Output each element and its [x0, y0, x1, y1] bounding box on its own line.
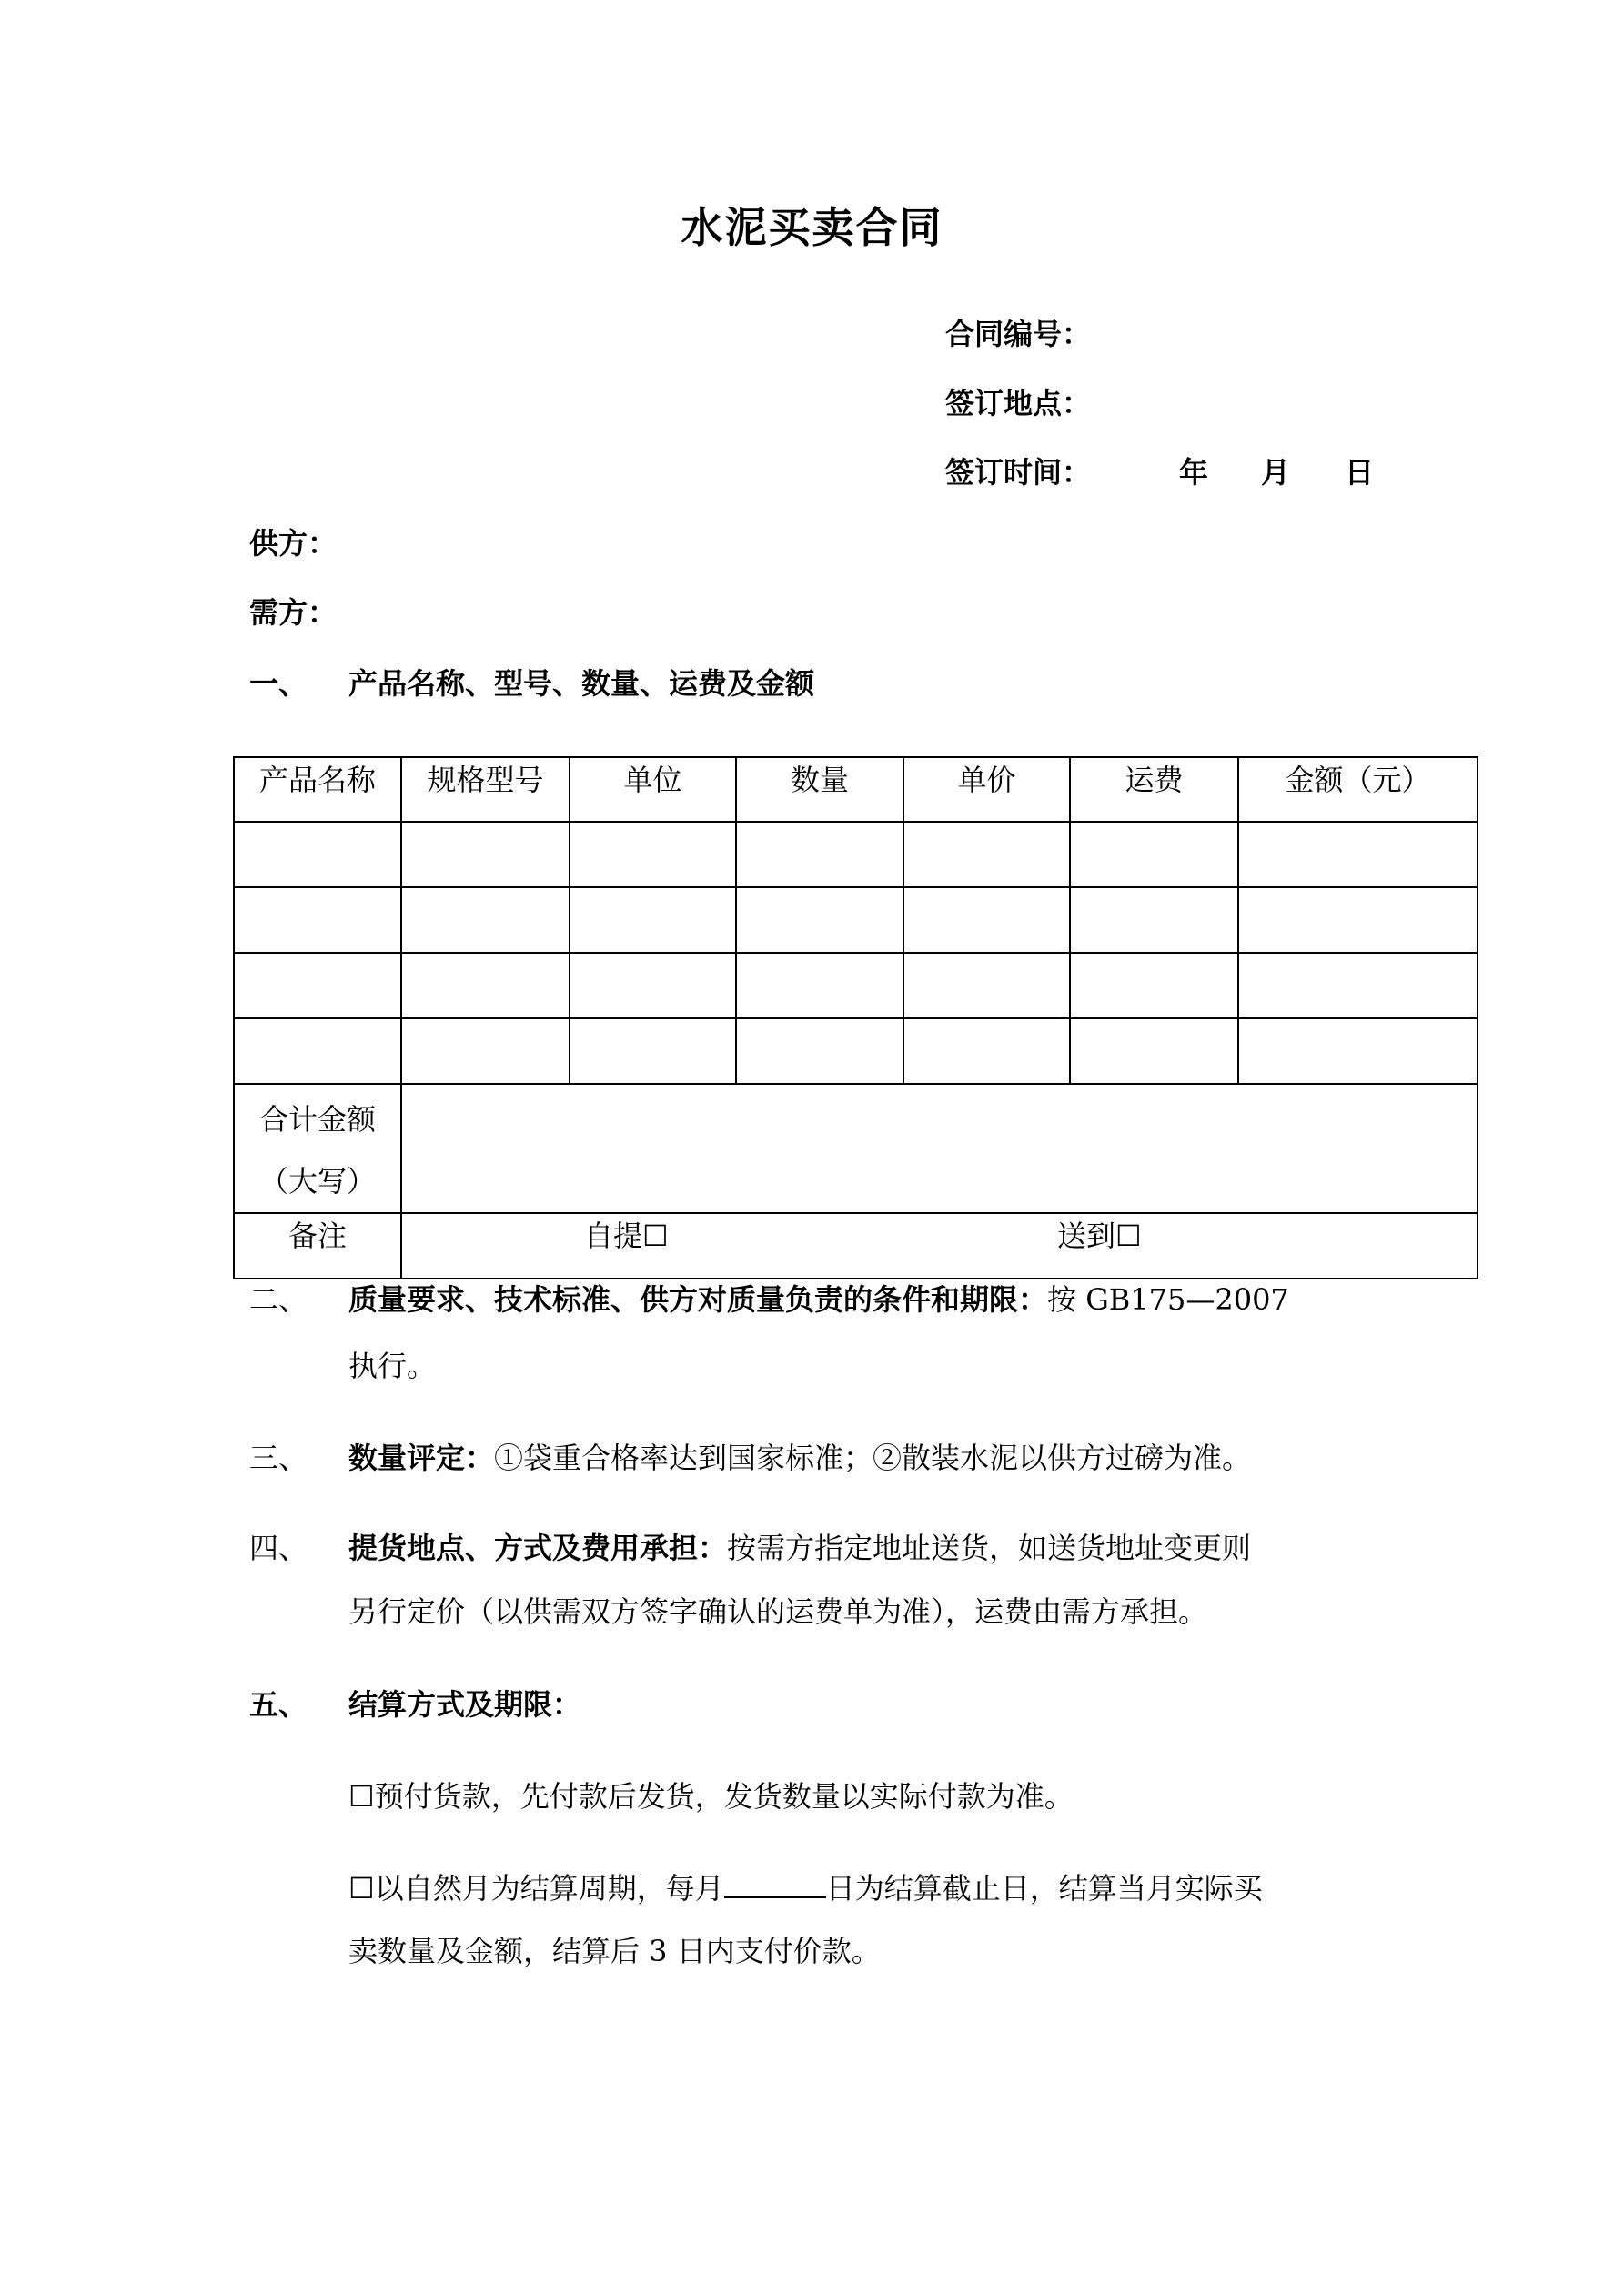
- header-cell: 单位: [570, 757, 736, 822]
- monthly-text-a: ☐以自然月为结算周期，每月: [348, 1871, 724, 1906]
- table-cell[interactable]: [401, 1018, 570, 1084]
- contract-number-label: 合同编号：: [945, 317, 1092, 351]
- payment-option-monthly-line2: 卖数量及金额，结算后 3 日内支付价款。: [348, 1934, 881, 1968]
- product-table: [233, 756, 1478, 1279]
- section2-title: 质量要求、技术标准、供方对质量负责的条件和期限：: [348, 1282, 1048, 1317]
- table-cell[interactable]: [903, 822, 1070, 887]
- table-cell[interactable]: [736, 1018, 903, 1084]
- table-cell[interactable]: [736, 822, 903, 887]
- table-cell[interactable]: [1070, 887, 1238, 953]
- total-amount-cell[interactable]: [401, 1084, 1478, 1213]
- supplier-label: 供方：: [249, 526, 338, 561]
- section3-line: [348, 1440, 1251, 1476]
- table-cell[interactable]: [1238, 953, 1478, 1018]
- remark-label: 备注: [234, 1213, 401, 1279]
- section2-number: 二、: [249, 1282, 308, 1317]
- section5-number: 五、: [249, 1687, 308, 1722]
- header-cell: 单价: [903, 757, 1070, 822]
- delivery-checkbox[interactable]: 送到☐: [1057, 1219, 1142, 1253]
- table-cell[interactable]: [1238, 1018, 1478, 1084]
- table-cell[interactable]: [1070, 953, 1238, 1018]
- section3-text: ①袋重合格率达到国家标准；②散装水泥以供方过磅为准。: [494, 1441, 1252, 1475]
- table-cell[interactable]: [401, 822, 570, 887]
- document-title: 水泥买卖合同: [681, 203, 943, 252]
- table-cell[interactable]: [903, 1018, 1070, 1084]
- total-label-line2: （大写）: [258, 1164, 376, 1199]
- section5-title: 结算方式及期限：: [348, 1687, 582, 1722]
- table-cell[interactable]: [1070, 822, 1238, 887]
- self-pickup-checkbox[interactable]: 自提☐: [584, 1219, 669, 1253]
- section3-number: 三、: [249, 1441, 308, 1475]
- table-row: [234, 822, 1478, 887]
- table-cell[interactable]: [736, 953, 903, 1018]
- table-cell[interactable]: [1070, 1018, 1238, 1084]
- table-cell[interactable]: [234, 822, 401, 887]
- table-cell[interactable]: [570, 953, 736, 1018]
- header-cell: 产品名称: [234, 757, 401, 822]
- table-cell[interactable]: [570, 822, 736, 887]
- section4-line1: [348, 1530, 1251, 1566]
- table-cell[interactable]: [234, 953, 401, 1018]
- table-cell[interactable]: [1238, 887, 1478, 953]
- header-cell: 金额（元）: [1238, 757, 1478, 822]
- section2-line1: [348, 1281, 1289, 1318]
- section1-number: 一、: [249, 666, 308, 701]
- payment-option-monthly[interactable]: [348, 1869, 1263, 1907]
- header-cell: 规格型号: [401, 757, 570, 822]
- table-cell[interactable]: [401, 953, 570, 1018]
- section2-text: 按 GB175—2007: [1047, 1282, 1289, 1317]
- table-cell[interactable]: [903, 953, 1070, 1018]
- section4-number: 四、: [249, 1531, 308, 1565]
- buyer-label: 需方：: [249, 595, 338, 630]
- header-cell: 数量: [736, 757, 903, 822]
- year-label: 年: [1179, 455, 1209, 490]
- section4-title: 提货地点、方式及费用承担：: [348, 1531, 728, 1565]
- section4-text: 按需方指定地址送货，如送货地址变更则: [727, 1531, 1252, 1565]
- table-cell[interactable]: [234, 1018, 401, 1084]
- cutoff-day-blank[interactable]: [724, 1869, 826, 1898]
- sign-time-label: 签订时间：: [945, 455, 1092, 490]
- table-row: [234, 1018, 1478, 1084]
- header-cell: 运费: [1070, 757, 1238, 822]
- remark-row: [234, 1213, 1478, 1279]
- table-cell[interactable]: [234, 887, 401, 953]
- day-label: 日: [1345, 455, 1375, 490]
- table-row: [234, 953, 1478, 1018]
- table-cell[interactable]: [736, 887, 903, 953]
- table-cell[interactable]: [1238, 822, 1478, 887]
- section1-title: 产品名称、型号、数量、运费及金额: [348, 666, 815, 701]
- total-label-cell: [234, 1084, 401, 1213]
- section2-line2: 执行。: [348, 1349, 437, 1383]
- table-cell[interactable]: [570, 887, 736, 953]
- table-cell[interactable]: [903, 887, 1070, 953]
- remark-cell: [401, 1213, 1478, 1279]
- monthly-text-b: 日为结算截止日，结算当月实际买: [825, 1871, 1263, 1906]
- month-label: 月: [1261, 455, 1291, 490]
- table-header-row: [234, 757, 1478, 822]
- table-cell[interactable]: [570, 1018, 736, 1084]
- total-label-line1: 合计金额: [258, 1102, 376, 1137]
- section3-title: 数量评定：: [348, 1441, 495, 1475]
- section4-line2: 另行定价（以供需双方签字确认的运费单为准），运费由需方承担。: [348, 1594, 1208, 1629]
- table-cell[interactable]: [401, 887, 570, 953]
- total-row: [234, 1084, 1478, 1213]
- table-row: [234, 887, 1478, 953]
- payment-option-prepay[interactable]: ☐预付货款，先付款后发货，发货数量以实际付款为准。: [348, 1779, 1074, 1814]
- sign-place-label: 签订地点：: [945, 386, 1092, 420]
